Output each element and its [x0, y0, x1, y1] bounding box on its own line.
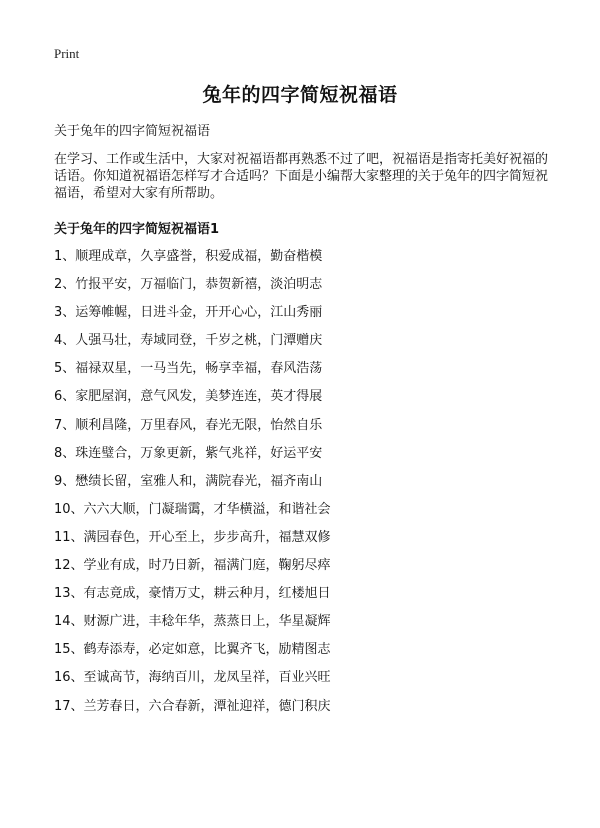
list-item: 2、竹报平安，万福临门，恭贺新禧，淡泊明志 [54, 277, 323, 293]
subtitle: 关于兔年的四字简短祝福语 [54, 124, 211, 139]
list-item: 7、顺利昌隆，万里春风，春光无限，怡然自乐 [54, 417, 323, 433]
list-item: 1、顺理成章，久享盛誉，积爱成福，勤奋楷模 [54, 249, 323, 264]
list-item: 8、珠连璧合，万象更新，紫气兆祥，好运平安 [54, 445, 323, 461]
intro-paragraph: 在学习、工作或生活中，大家对祝福语都再熟悉不过了吧，祝福语是指寄托美好祝福的话语。你知道祝福语怎样写才合适吗？下面是小编帮大家整理的关于兔年的四字简短祝福语，希望对大家有所帮助。 [54, 152, 549, 201]
list-item: 3、运筹帷幄，日进斗金，开开心心，江山秀丽 [54, 305, 323, 321]
section-heading: 关于兔年的四字简短祝福语1 [54, 222, 220, 237]
list-item: 6、家肥屋润，意气风发，美梦连连，英才得展 [54, 389, 323, 405]
blessing-list [54, 248, 331, 726]
list-item: 15、鹤寿添寿，必定如意，比翼齐飞，励精图志 [54, 642, 331, 658]
page-title: 兔年的四字简短祝福语 [202, 84, 398, 106]
list-item: 13、有志竟成，豪情万丈，耕云种月，红楼旭日 [54, 586, 331, 602]
print-link[interactable]: Print [54, 46, 80, 61]
list-item: 9、懋绩长留，室雅人和，满院春光，福齐南山 [54, 473, 323, 489]
list-item: 17、兰芳春日，六合春新，潭祉迎祥，德门积庆 [54, 698, 331, 714]
list-item: 12、学业有成，时乃日新，福满门庭，鞠躬尽瘁 [54, 558, 331, 574]
list-item: 4、人强马壮，寿域同登，千岁之桃，门潭赠庆 [54, 333, 323, 349]
list-item: 16、至诚高节，海纳百川，龙凤呈祥，百业兴旺 [54, 670, 331, 686]
list-item: 10、六六大顺，门凝瑞霭，才华横溢，和谐社会 [54, 501, 331, 517]
list-item: 11、满园春色，开心至上，步步高升，福慧双修 [54, 529, 331, 545]
list-item: 5、福禄双星，一马当先，畅享幸福，春风浩荡 [54, 361, 323, 377]
list-item: 14、财源广进，丰稔年华，蒸蒸日上，华星凝辉 [54, 614, 331, 630]
